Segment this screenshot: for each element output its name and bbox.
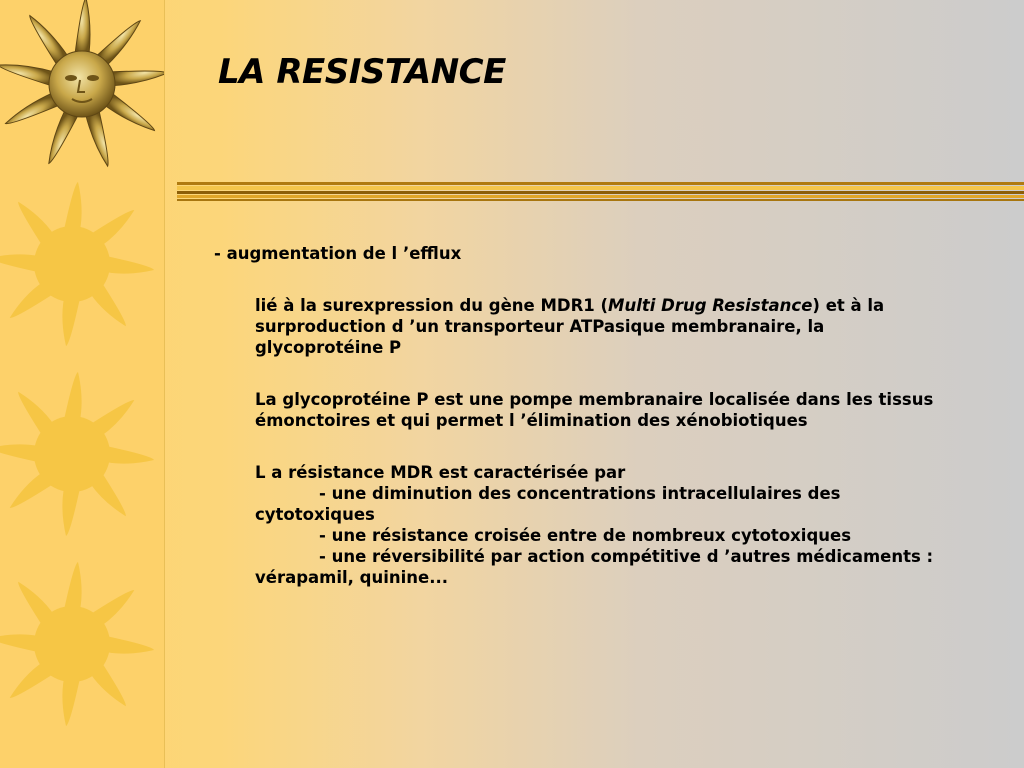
mdr1-text-end: ) et à la surproduction d ’un transporteur ATPasique membranaire, la glycoprotéine P [255, 296, 885, 357]
gold-sun-face-icon [0, 0, 164, 170]
sun-icon [0, 180, 164, 350]
sun-icon [0, 370, 164, 540]
mdr1-text-start: lié à la surexpression du gène MDR1 ( [255, 296, 609, 315]
title-divider [177, 180, 1024, 206]
slide-title: LA RESISTANCE [218, 52, 506, 92]
mdr1-italic-term: Multi Drug Resistance [608, 296, 813, 315]
list-item: - une réversibilité par action compétitive d ’autres médicaments : vérapamil, quinine... [255, 547, 934, 587]
slide-body [214, 243, 954, 588]
list-item: - une diminution des concentrations intracellulaires des cytotoxiques [255, 484, 841, 524]
glycoprotein-paragraph: La glycoprotéine P est une pompe membranaire localisée dans les tissus émonctoires et qui permet l ’élimination des xénobiotiques [255, 390, 934, 430]
sun-icon [0, 560, 164, 730]
mdr-characteristics [255, 462, 954, 588]
mdr-intro: L a résistance MDR est caractérisée par [255, 463, 626, 482]
decorative-left-band [0, 0, 165, 768]
list-item: - une résistance croisée entre de nombreux cytotoxiques [319, 526, 852, 545]
mdr1-paragraph [255, 295, 954, 358]
efflux-heading: - augmentation de l ’efflux [214, 244, 462, 263]
